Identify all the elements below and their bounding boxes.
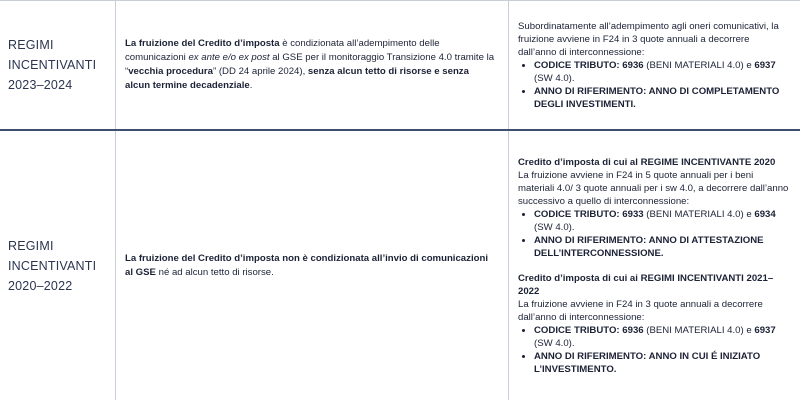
list-item bbox=[534, 234, 790, 260]
bold-text: La fruizione del Credito d’imposta bbox=[125, 38, 280, 49]
regime-label-years: 2023–2024 bbox=[8, 78, 73, 92]
conditions-text bbox=[125, 252, 496, 280]
regime-heading: Credito d’imposta di cui ai REGIMI INCENTIVANTI 2021–2022 bbox=[518, 272, 774, 297]
usage-list bbox=[518, 59, 790, 111]
text: al GSE per il monitoraggio Transizione 4.0 tramite la “ bbox=[125, 52, 495, 77]
bold-text: 6937 bbox=[754, 324, 776, 336]
text: (BENI MATERIALI 4.0) e bbox=[643, 59, 755, 71]
text: (BENI MATERIALI 4.0) e bbox=[643, 208, 755, 220]
regime-label-cell bbox=[0, 0, 116, 130]
text: né ad alcun tetto di risorse. bbox=[155, 266, 274, 278]
bold-text: CODICE TRIBUTO: 6933 bbox=[534, 208, 644, 220]
regime-label-line: INCENTIVANTI bbox=[8, 58, 97, 72]
bold-text: ANNO DI RIFERIMENTO: ANNO DI ATTESTAZIONE DELL’INTERCONNESSIONE. bbox=[534, 234, 764, 259]
regime-label-line: REGIMI bbox=[8, 38, 54, 52]
bold-text: ANNO DI RIFERIMENTO: ANNO DI COMPLETAMENTO DEGLI INVESTIMENTI. bbox=[534, 85, 780, 110]
list-item bbox=[534, 85, 790, 111]
list-item bbox=[534, 324, 790, 350]
list-item bbox=[534, 208, 790, 234]
spacer bbox=[518, 260, 790, 272]
bold-text: 6937 bbox=[754, 59, 776, 71]
regime-label-years: 2020–2022 bbox=[8, 278, 73, 293]
usage-list bbox=[518, 208, 790, 260]
text: è condizionata all’adempimento delle comunicazioni bbox=[125, 38, 440, 63]
conditions-cell bbox=[116, 0, 509, 130]
conditions-text bbox=[125, 37, 496, 93]
text: . bbox=[249, 80, 253, 91]
regime-label-line: REGIMI bbox=[8, 238, 54, 253]
bold-text: senza alcun tetto di risorse e senza alcun termine decadenziale bbox=[125, 66, 469, 91]
usage-text: La fruizione avviene in F24 in 5 quote annuali per i beni materiali 4.0/ 3 quote annuali per i sw 4.0, a decorrere dall’anno successivo a quello di interconnessione: bbox=[518, 169, 789, 207]
text: (SW 4.0). bbox=[534, 72, 575, 84]
bold-text: vecchia procedura bbox=[128, 66, 213, 77]
regime-label-cell bbox=[0, 131, 116, 400]
table-row bbox=[0, 131, 800, 400]
list-item bbox=[534, 350, 790, 376]
bold-text: ANNO DI RIFERIMENTO: ANNO IN CUI É INIZIATO L’INVESTIMENTO. bbox=[534, 350, 761, 375]
bold-text: 6934 bbox=[754, 208, 776, 220]
text: (SW 4.0). bbox=[534, 337, 575, 349]
text: (SW 4.0). bbox=[534, 221, 575, 233]
regime-label-line: INCENTIVANTI bbox=[8, 258, 97, 273]
regime-heading: Credito d’imposta di cui al REGIME INCENTIVANTE 2020 bbox=[518, 156, 776, 168]
usage-intro: Subordinatamente all’adempimento agli oneri comunicativi, la fruizione avviene in F24 in 3 quote annuali a decorrere dall’anno di interconnessione: bbox=[518, 20, 779, 58]
usage-text: La fruizione avviene in F24 in 3 quote annuali a decorrere dall’anno di interconnessione: bbox=[518, 298, 763, 323]
usage-cell bbox=[509, 0, 800, 130]
bold-text: CODICE TRIBUTO: 6936 bbox=[534, 59, 644, 71]
list-item bbox=[534, 59, 790, 85]
text: ” (DD 24 aprile 2024), bbox=[213, 66, 308, 77]
bold-text: CODICE TRIBUTO: 6936 bbox=[534, 324, 644, 336]
italic-text: ex ante e/o ex post bbox=[188, 52, 270, 63]
text: (BENI MATERIALI 4.0) e bbox=[643, 324, 755, 336]
usage-cell bbox=[509, 131, 800, 400]
usage-list bbox=[518, 324, 790, 376]
table-row bbox=[0, 0, 800, 130]
bold-text: La fruizione del Credito d’imposta non è condizionata all’invio di comunicazioni al GSE bbox=[125, 252, 488, 278]
conditions-cell bbox=[116, 131, 509, 400]
